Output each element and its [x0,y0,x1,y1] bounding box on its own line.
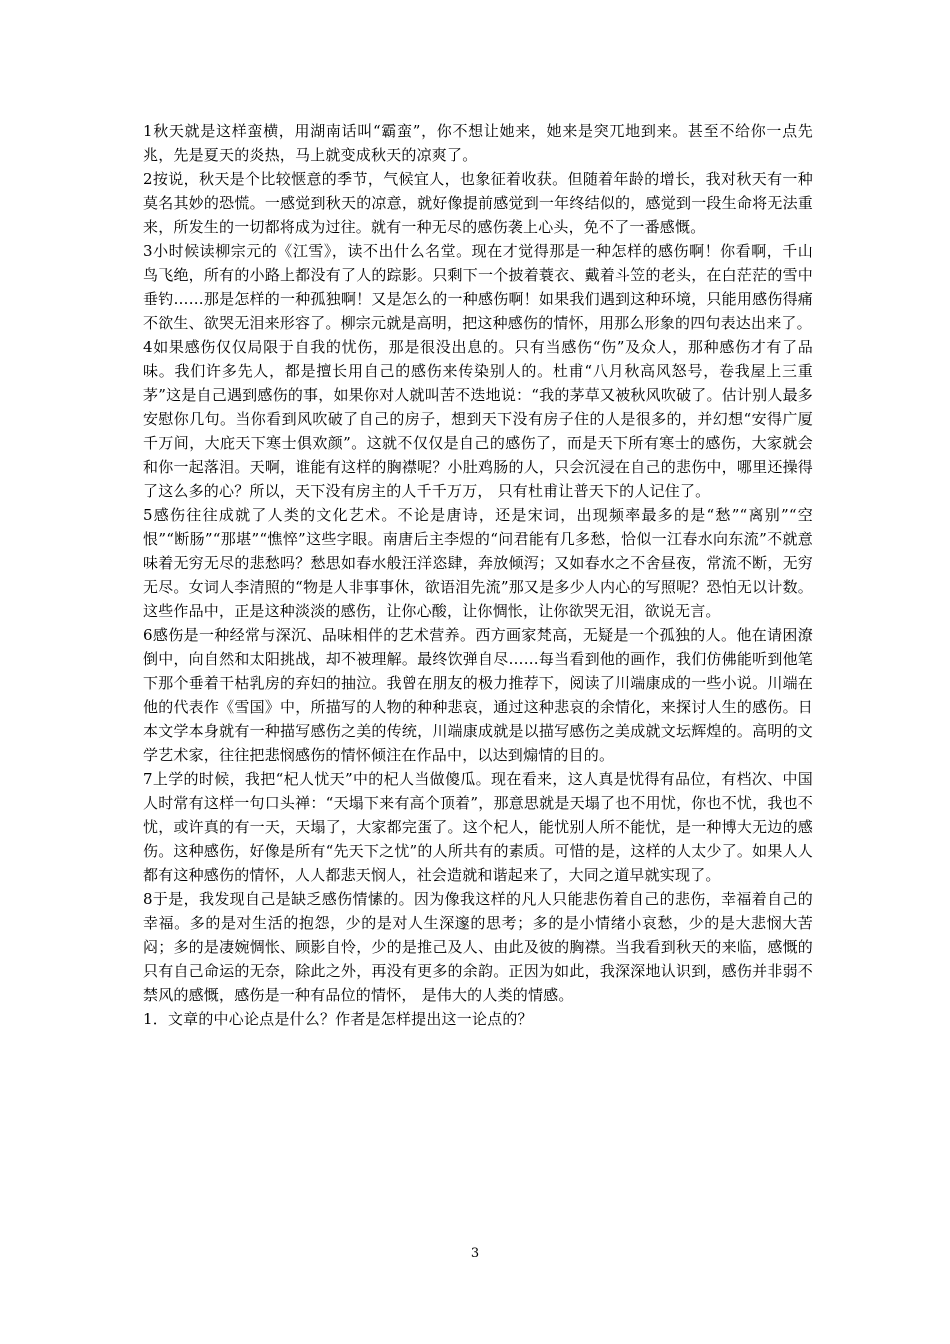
paragraph-2: 2按说，秋天是个比较惬意的季节，气候宜人，也象征着收获。但随着年龄的增长，我对秋天有一种莫名其妙的恐慌。一感觉到秋天的凉意，就好像提前感觉到一年终结似的，感觉到一段生命将无法重来，所发生的一切都将成为过往。就有一种无尽的感伤袭上心头，免不了一番感慨。 [143,170,813,236]
paragraph-7: 7上学的时候，我把“杞人忧天”中的杞人当做傻瓜。现在看来，这人真是忧得有品位，有档次、中国人时常有这样一句口头禅：“天塌下来有高个顶着”，那意思就是天塌了也不用忧，你也不忧，我也不忧，或许真的有一天，天塌了，大家都完蛋了。这个杞人，能忧别人所不能忧，是一种博大无边的感伤。这种感伤，好像是所有“先天下之忧”的人所共有的素质。可惜的是，这样的人太少了。如果人人都有这种感伤的情怀，人人都悲天悯人，社会造就和谐起来了，大同之道早就实现了。 [143,770,813,884]
paragraph-8: 8于是，我发现自己是缺乏感伤情愫的。因为像我这样的凡人只能悲伤着自己的悲伤，幸福着自己的幸福。多的是对生活的抱怨，少的是对人生深邃的思考；多的是小情绪小哀愁，少的是大悲悯大苦闷；多的是凄婉惆怅、顾影自怜，少的是推己及人、由此及彼的胸襟。当我看到秋天的来临，感慨的只有自己命运的无奈，除此之外，再没有更多的余韵。正因为如此，我深深地认识到，感伤并非弱不禁风的感慨，感伤是一种有品位的情怀， 是伟大的人类的情感。 [143,890,813,1004]
paragraph-5: 5感伤往往成就了人类的文化艺术。不论是唐诗，还是宋词，出现频率最多的是“愁”“离别”“空恨”“断肠”“那堪”“憔悴”这些字眼。南唐后主李煜的“问君能有几多愁，恰似一江春水向东流”不就意味着无穷无尽的悲愁吗？愁思如春水般汪洋恣肆，奔放倾泻；又如春水之不舍昼夜，常流不断，无穷无尽。女词人李清照的“物是人非事事休，欲语泪先流”那又是多少人内心的写照呢？恐怕无以计数。这些作品中，正是这种淡淡的感伤，让你心酸，让你惆怅，让你欲哭无泪，欲说无言。 [143,506,813,620]
page-number: 3 [470,1246,480,1261]
paragraph-1: 1秋天就是这样蛮横，用湖南话叫“霸蛮”，你不想让她来，她来是突兀地到来。甚至不给你一点先兆，先是夏天的炎热，马上就变成秋天的凉爽了。 [143,122,813,164]
paragraph-4: 4如果感伤仅仅局限于自我的忧伤，那是很没出息的。只有当感伤“伤”及众人，那种感伤才有了品味。我们许多先人，都是擅长用自己的感伤来传染别人的。杜甫“八月秋高风怒号，卷我屋上三重茅”这是自己遇到感伤的事，如果你对人就叫苦不迭地说：“我的茅草又被秋风吹破了。估计别人最多安慰你几句。当你看到风吹破了自己的房子，想到天下没有房子住的人是很多的，并幻想“安得广厦千万间，大庇天下寒士俱欢颜”。这就不仅仅是自己的感伤了，而是天下所有寒士的感伤，大家就会和你一起落泪。天啊，谁能有这样的胸襟呢？小肚鸡肠的人，只会沉浸在自己的悲伤中，哪里还操得了这么多的心？所以，天下没有房主的人千千万万， 只有杜甫让普天下的人记住了。 [143,338,813,500]
paragraph-6: 6感伤是一种经常与深沉、品味相伴的艺术营养。西方画家梵高，无疑是一个孤独的人。他在请困潦倒中，向自然和太阳挑战，却不被理解。最终饮弹自尽……每当看到他的画作，我们仿佛能听到他笔下那个垂着干枯乳房的弃妇的抽泣。我曾在朋友的极力推荐下，阅读了川端康成的一些小说。川端在他的代表作《雪国》中，所描写的人物的种种悲哀，通过这种悲哀的余情化，来探讨人生的感伤。日本文学本身就有一种描写感伤之美的传统，川端康成就是以描写感伤之美成就文坛辉煌的。高明的文学艺术家，往往把悲悯感伤的情怀倾注在作品中，以达到煽情的目的。 [143,626,813,764]
paragraph-3: 3小时候读柳宗元的《江雪》，读不出什么名堂。现在才觉得那是一种怎样的感伤啊！你看啊，千山鸟飞绝，所有的小路上都没有了人的踪影。只剩下一个披着蓑衣、戴着斗笠的老头，在白茫茫的雪中垂钓……那是怎样的一种孤独啊！又是怎么的一种感伤啊！如果我们遇到这种环境，只能用感伤得痛不欲生、欲哭无泪来形容了。柳宗元就是高明，把这种感伤的情怀，用那么形象的四句表达出来了。 [143,242,813,332]
document-body [143,119,813,1031]
question-1: 1．文章的中心论点是什么？作者是怎样提出这一论点的？ [143,1010,533,1028]
